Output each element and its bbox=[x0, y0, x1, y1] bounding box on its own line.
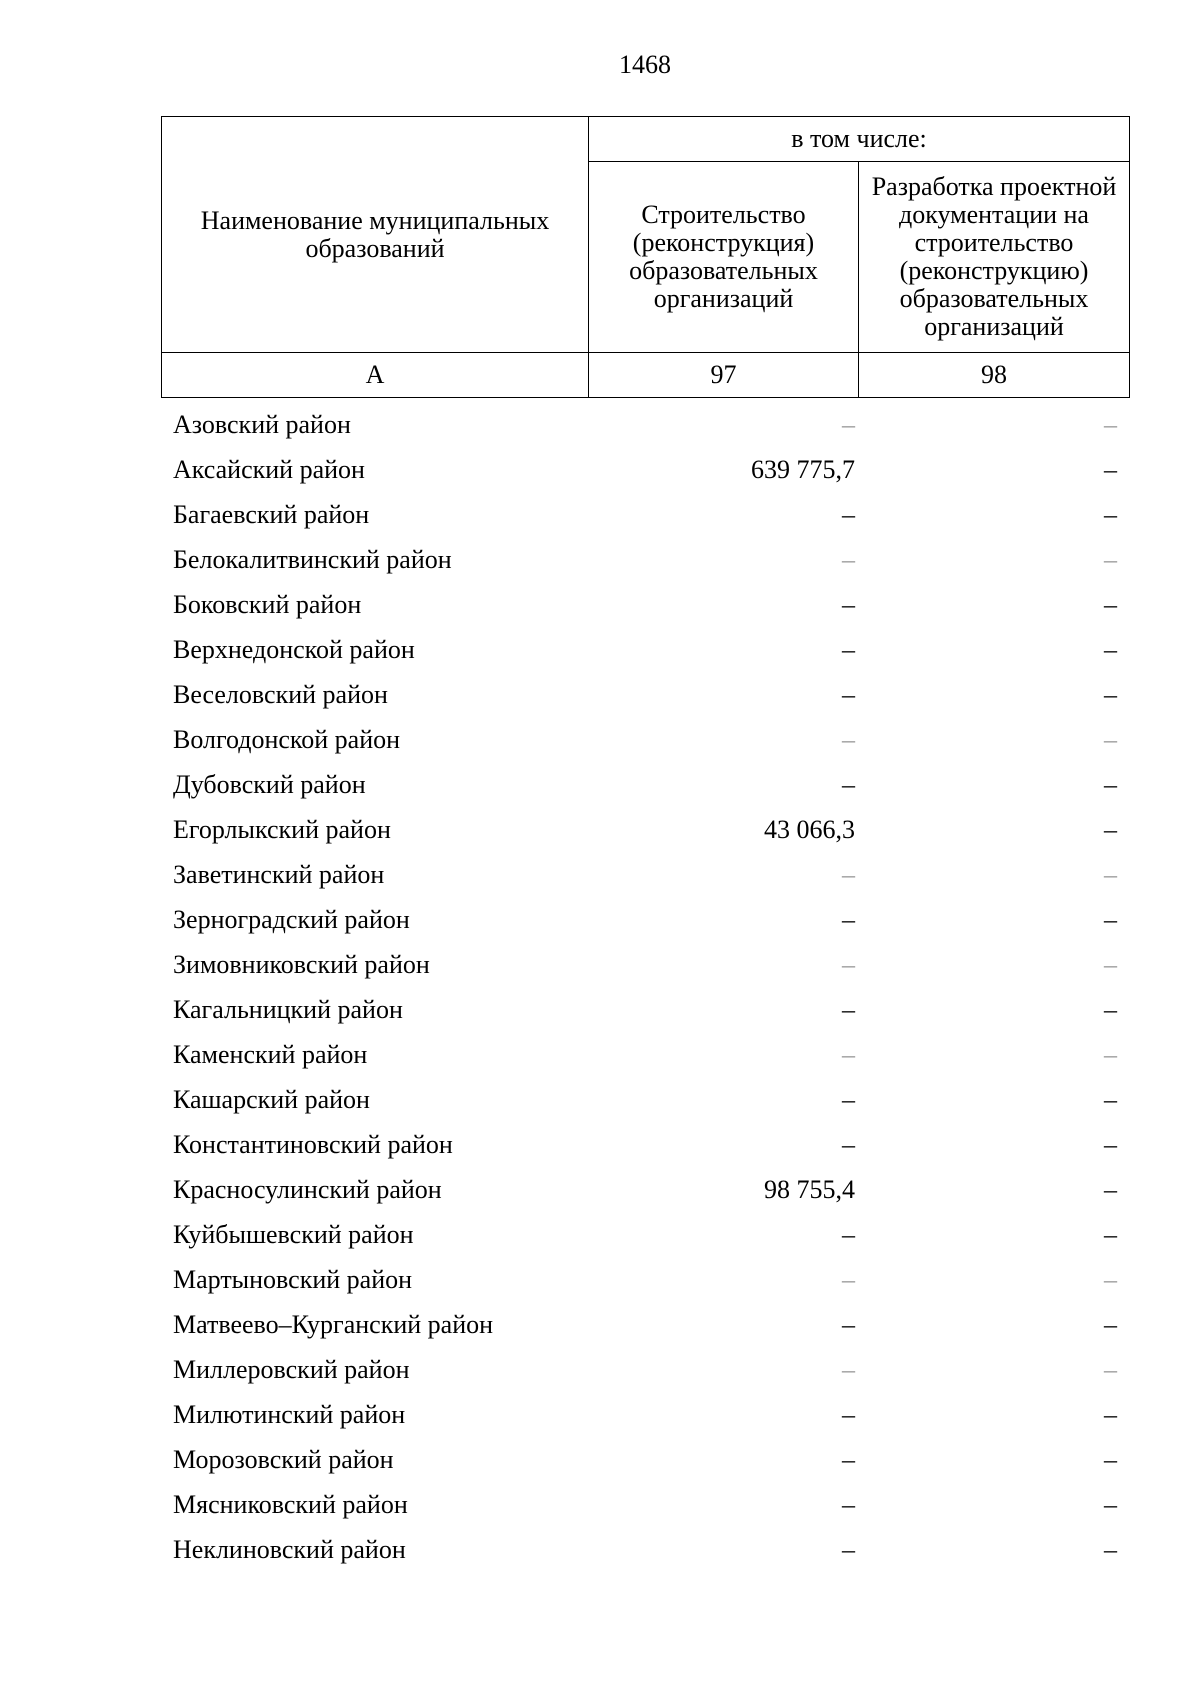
table-row bbox=[161, 1077, 1129, 1122]
value-97: – bbox=[842, 1130, 855, 1159]
table-row bbox=[161, 537, 1129, 582]
table-row bbox=[161, 1347, 1129, 1392]
value-97: – bbox=[842, 905, 855, 934]
value-97: – bbox=[842, 500, 855, 529]
value-98: – bbox=[1104, 1445, 1117, 1474]
table-row bbox=[161, 987, 1129, 1032]
column-97-header: Строительство (реконструкция) образовательных организаций bbox=[589, 162, 859, 353]
value-97: – bbox=[842, 1355, 855, 1384]
table-row bbox=[161, 762, 1129, 807]
municipality-name: Зерноградский район bbox=[173, 905, 410, 934]
value-98: – bbox=[1104, 1535, 1117, 1564]
table-row bbox=[161, 402, 1129, 447]
value-98: – bbox=[1104, 815, 1117, 844]
municipality-name: Волгодонской район bbox=[173, 725, 401, 754]
value-98: – bbox=[1104, 770, 1117, 799]
value-97: – bbox=[842, 770, 855, 799]
value-97: – bbox=[842, 995, 855, 1024]
value-98: – bbox=[1104, 1400, 1117, 1429]
table-row bbox=[161, 1122, 1129, 1167]
municipality-name: Егорлыкский район bbox=[173, 815, 391, 844]
value-97: – bbox=[842, 950, 855, 979]
value-98: – bbox=[1104, 635, 1117, 664]
table-row bbox=[161, 1482, 1129, 1527]
table-row bbox=[161, 1302, 1129, 1347]
value-97: 43 066,3 bbox=[764, 815, 855, 844]
municipality-name: Константиновский район bbox=[173, 1130, 453, 1159]
value-97: – bbox=[842, 1445, 855, 1474]
table-row bbox=[161, 1167, 1129, 1212]
index-98: 98 bbox=[859, 353, 1130, 398]
value-98: – bbox=[1104, 1490, 1117, 1519]
value-97: 98 755,4 bbox=[764, 1175, 855, 1204]
column-98-header: Разработка проектной документации на строительство (реконструкцию) образовательных организаций bbox=[859, 162, 1130, 353]
table-row bbox=[161, 1212, 1129, 1257]
value-97: – bbox=[842, 1535, 855, 1564]
municipality-name: Заветинский район bbox=[173, 860, 385, 889]
page-number: 1468 bbox=[619, 50, 671, 79]
index-97: 97 bbox=[589, 353, 859, 398]
municipality-name: Морозовский район bbox=[173, 1445, 394, 1474]
group-header: в том числе: bbox=[589, 117, 1130, 162]
table-row bbox=[161, 1392, 1129, 1437]
value-97: – bbox=[842, 1040, 855, 1069]
value-97: – bbox=[842, 1085, 855, 1114]
value-97: – bbox=[842, 1400, 855, 1429]
value-97: 639 775,7 bbox=[751, 455, 855, 484]
municipality-list bbox=[161, 402, 1129, 1572]
name-column-header: Наименование муниципальных образований bbox=[162, 117, 589, 353]
value-97: – bbox=[842, 635, 855, 664]
value-98: – bbox=[1104, 1355, 1117, 1384]
table-row bbox=[161, 672, 1129, 717]
table-row bbox=[161, 1527, 1129, 1572]
municipality-name: Зимовниковский район bbox=[173, 950, 430, 979]
municipality-name: Кагальницкий район bbox=[173, 995, 403, 1024]
value-97: – bbox=[842, 680, 855, 709]
value-97: – bbox=[842, 1310, 855, 1339]
municipality-name: Азовский район bbox=[173, 410, 351, 439]
value-98: – bbox=[1104, 995, 1117, 1024]
value-97: – bbox=[842, 590, 855, 619]
table-row bbox=[161, 852, 1129, 897]
value-98: – bbox=[1104, 1130, 1117, 1159]
table-row bbox=[161, 1032, 1129, 1077]
value-98: – bbox=[1104, 950, 1117, 979]
table-row bbox=[161, 717, 1129, 762]
value-97: – bbox=[842, 725, 855, 754]
municipality-name: Кашарский район bbox=[173, 1085, 370, 1114]
municipality-name: Белокалитвинский район bbox=[173, 545, 452, 574]
value-98: – bbox=[1104, 590, 1117, 619]
index-a: А bbox=[162, 353, 589, 398]
table-row bbox=[161, 807, 1129, 852]
value-98: – bbox=[1104, 860, 1117, 889]
table-row bbox=[161, 447, 1129, 492]
value-98: – bbox=[1104, 905, 1117, 934]
municipality-name: Верхнедонской район bbox=[173, 635, 415, 664]
value-98: – bbox=[1104, 1310, 1117, 1339]
table-row bbox=[161, 1437, 1129, 1482]
value-98: – bbox=[1104, 1175, 1117, 1204]
value-98: – bbox=[1104, 1085, 1117, 1114]
municipality-name: Каменский район bbox=[173, 1040, 368, 1069]
municipality-name: Боковский район bbox=[173, 590, 362, 619]
value-98: – bbox=[1104, 680, 1117, 709]
table-row bbox=[161, 492, 1129, 537]
value-98: – bbox=[1104, 500, 1117, 529]
value-98: – bbox=[1104, 725, 1117, 754]
value-98: – bbox=[1104, 1265, 1117, 1294]
value-97: – bbox=[842, 1490, 855, 1519]
value-98: – bbox=[1104, 1220, 1117, 1249]
municipality-name: Матвеево–Курганский район bbox=[173, 1310, 494, 1339]
value-97: – bbox=[842, 1220, 855, 1249]
table-row bbox=[161, 942, 1129, 987]
municipality-name: Неклиновский район bbox=[173, 1535, 406, 1564]
table-row bbox=[161, 1257, 1129, 1302]
municipality-name: Мясниковский район bbox=[173, 1490, 408, 1519]
municipality-name: Дубовский район bbox=[173, 770, 366, 799]
municipality-name: Красносулинский район bbox=[173, 1175, 442, 1204]
value-97: – bbox=[842, 1265, 855, 1294]
value-98: – bbox=[1104, 545, 1117, 574]
municipality-name: Мартыновский район bbox=[173, 1265, 413, 1294]
value-97: – bbox=[842, 545, 855, 574]
municipality-name: Багаевский район bbox=[173, 500, 370, 529]
value-98: – bbox=[1104, 1040, 1117, 1069]
municipality-name: Миллеровский район bbox=[173, 1355, 410, 1384]
value-98: – bbox=[1104, 410, 1117, 439]
municipality-name: Милютинский район bbox=[173, 1400, 406, 1429]
municipality-name: Куйбышевский район bbox=[173, 1220, 414, 1249]
municipality-name: Аксайский район bbox=[173, 455, 365, 484]
table-row bbox=[161, 627, 1129, 672]
value-97: – bbox=[842, 410, 855, 439]
table-row bbox=[161, 897, 1129, 942]
value-98: – bbox=[1104, 455, 1117, 484]
value-97: – bbox=[842, 860, 855, 889]
table-row bbox=[161, 582, 1129, 627]
municipality-name: Веселовский район bbox=[173, 680, 388, 709]
table-header bbox=[161, 116, 1130, 398]
